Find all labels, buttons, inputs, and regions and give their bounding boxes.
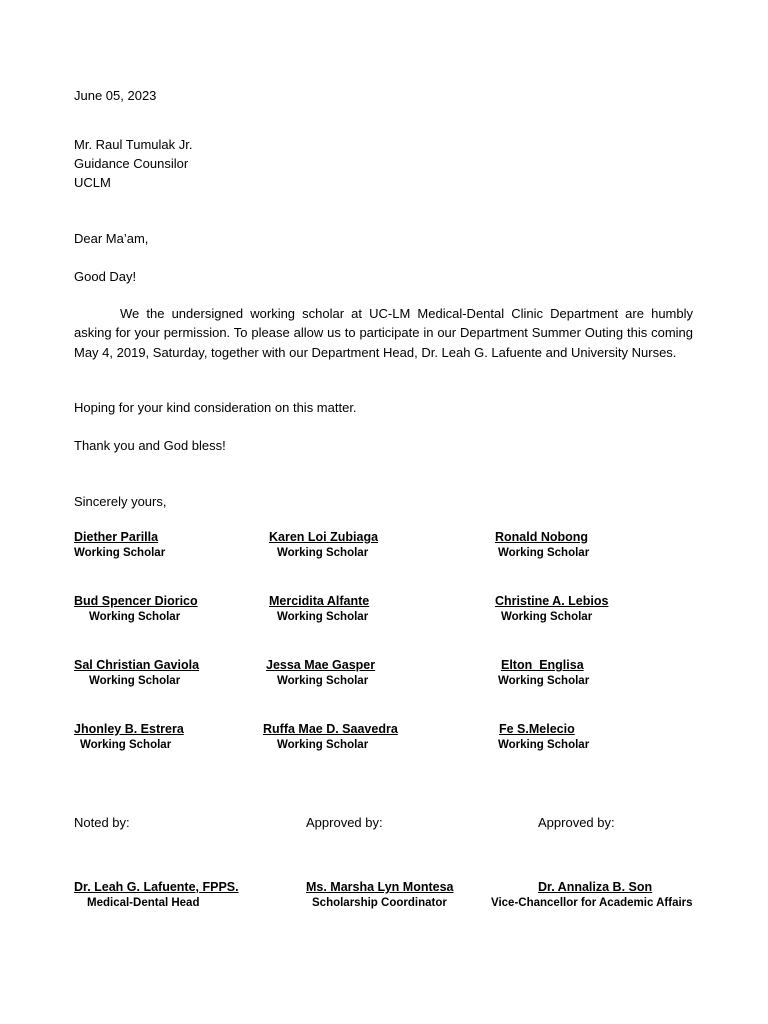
scholar-title: Working Scholar (277, 547, 369, 559)
approved-by-label: Approved by: (306, 815, 383, 830)
scholar-name: Jhonley B. Estrera (74, 722, 184, 736)
scholar-title: Working Scholar (498, 675, 590, 687)
scholar-name: Sal Christian Gaviola (74, 658, 200, 672)
scholar-title: Working Scholar (501, 611, 593, 623)
scholar-title: Working Scholar (498, 739, 590, 751)
body-paragraph: We the undersigned working scholar at UC-LM Medical-Dental Clinic Department are humbly asking for your permission. To please allow us to participate in our Department Summer Outing this coming May 4, 2019, Saturday, together with our Department Head, Dr. Leah G. Lafuente and University Nurses. (74, 306, 693, 360)
scholar-title: Working Scholar (277, 739, 369, 751)
scholar-title: Working Scholar (277, 675, 369, 687)
scholar-name: Jessa Mae Gasper (266, 658, 376, 672)
scholar-name: Elton Englisa (501, 658, 584, 672)
scholar-name: Mercidita Alfante (269, 594, 370, 608)
scholar-title: Working Scholar (80, 739, 172, 751)
sign-off: Sincerely yours, (74, 494, 167, 509)
scholar-name: Ruffa Mae D. Saavedra (263, 722, 398, 736)
scholar-name: Bud Spencer Diorico (74, 594, 198, 608)
closing-line: Thank you and God bless! (74, 438, 226, 453)
scholar-title: Working Scholar (74, 547, 166, 559)
approver-name: Dr. Leah G. Lafuente, FPPS. (74, 880, 239, 894)
scholar-name: Karen Loi Zubiaga (269, 530, 379, 544)
approved-by-label: Approved by: (538, 815, 615, 830)
scholar-name: Christine A. Lebios (495, 594, 609, 608)
recipient-position: Guidance Counsilor (74, 156, 189, 171)
scholar-title: Working Scholar (89, 675, 181, 687)
closing-line: Hoping for your kind consideration on this matter. (74, 400, 357, 415)
approver-name: Ms. Marsha Lyn Montesa (306, 880, 454, 894)
greeting: Good Day! (74, 269, 137, 284)
salutation: Dear Ma’am, (74, 231, 149, 246)
scholar-name: Fe S.Melecio (499, 722, 575, 736)
approver-name: Dr. Annaliza B. Son (538, 880, 653, 894)
scholar-title: Working Scholar (498, 547, 590, 559)
noted-by-label: Noted by: (74, 815, 130, 830)
scholar-name: Ronald Nobong (495, 530, 589, 544)
scholar-name: Diether Parilla (74, 530, 159, 544)
recipient-institution: UCLM (74, 175, 111, 190)
recipient-name: Mr. Raul Tumulak Jr. (74, 137, 193, 152)
letter-date: June 05, 2023 (74, 88, 157, 103)
scholar-title: Working Scholar (277, 611, 369, 623)
approver-title: Scholarship Coordinator (312, 897, 447, 909)
approver-title: Medical-Dental Head (87, 897, 200, 909)
scholar-title: Working Scholar (89, 611, 181, 623)
approver-title: Vice-Chancellor for Academic Affairs (491, 897, 693, 909)
